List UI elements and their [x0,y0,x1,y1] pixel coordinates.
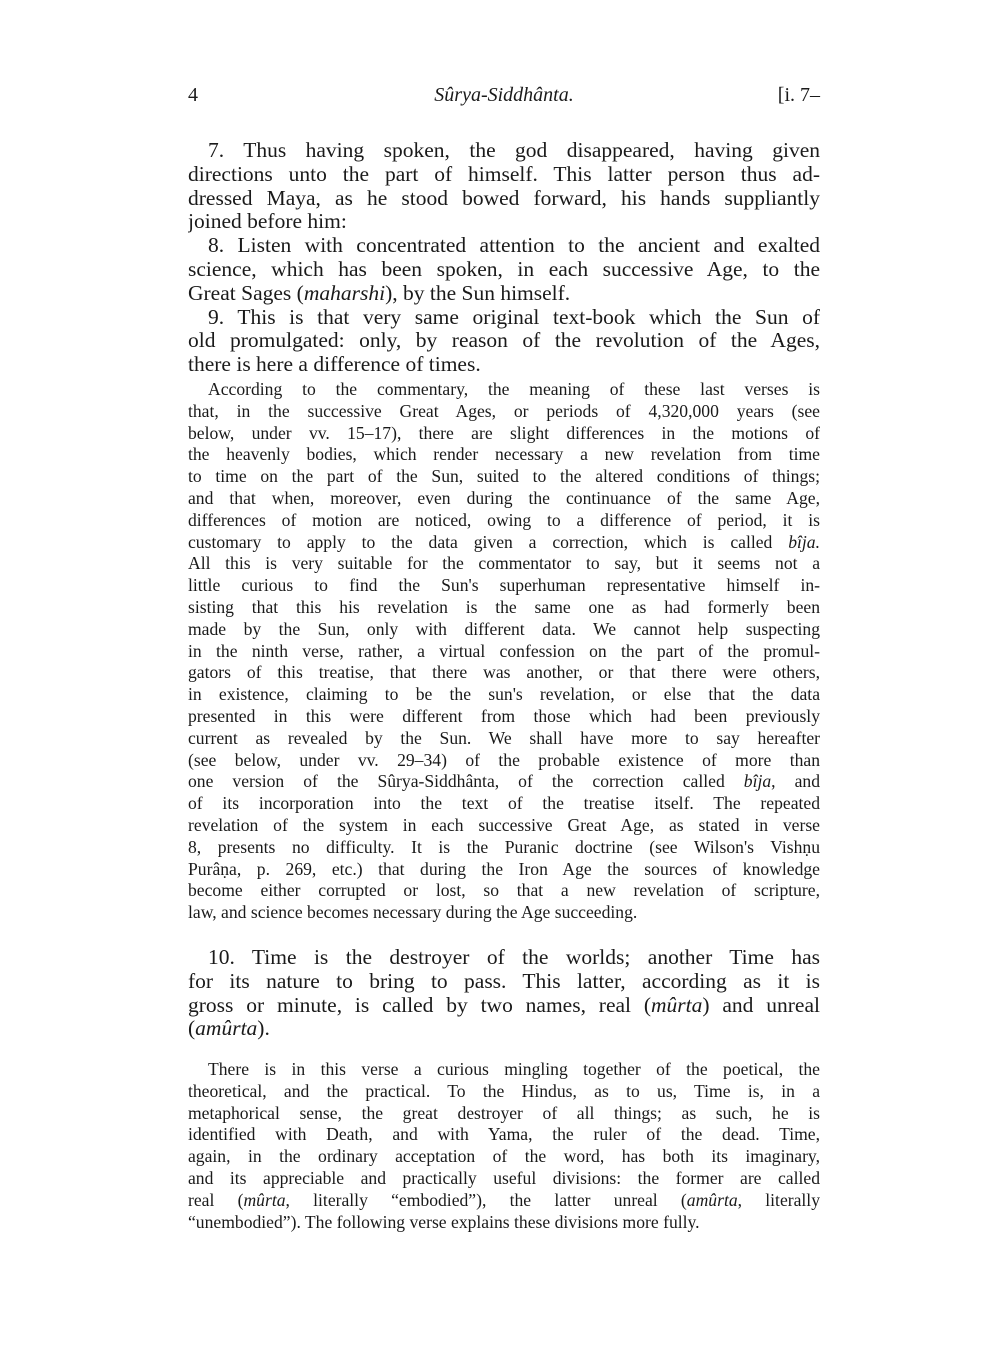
text-line [188,815,820,837]
text-line [188,619,820,641]
text-line [188,1190,820,1212]
text-run: gators of this treatise, that there was another, or that there were others, [188,662,820,683]
text-run: in existence, claiming to be the sun's revelation, or else that the data [188,684,820,705]
text-run: below, under vv. 15–17), there are slight differences in the motions of [188,422,820,443]
text-line [188,684,820,706]
text-line [188,662,820,684]
text-line [188,793,820,815]
text-run: 10. Time is the destroyer of the worlds; another Time has [208,946,820,969]
italic-term: mûrta [651,993,703,1017]
text-line [188,1124,820,1146]
italic-term: bîja [743,771,772,792]
text-run: , literally [737,1189,820,1210]
text-run: that, in the successive Great Ages, or periods of 4,320,000 years (see [188,400,820,421]
text-line [188,444,820,466]
text-run: 7. Thus having spoken, the god disappeared, having given [208,139,820,162]
text-run: made by the Sun, only with different data. We cannot help suspecting [188,618,820,639]
text-run: , literally “embodied”), the latter unreal ( [285,1189,687,1210]
text-run: All this is very suitable for the commentator to say, but it seems not a [188,553,820,574]
text-line [188,329,820,353]
section-reference: [i. 7– [777,84,820,106]
text-run: gross or minute, is called by two names, real ( [188,993,652,1017]
text-run: become either corrupted or lost, so that a new revelation of scripture, [188,880,820,901]
text-run: Purâṇa, p. 269, etc.) that during the Iron Age the sources of knowledge [188,858,820,879]
text-run: little curious to find the Sun's superhuman representative himself in- [188,575,820,596]
text-run: law, and science becomes necessary during the Age succeeding. [188,902,638,923]
text-line [188,728,820,750]
italic-term: bîja. [788,531,820,552]
text-run: Great Sages ( [188,281,304,305]
text-line [188,466,820,488]
text-run: the heavenly bodies, which render necessary a new revelation from time [188,444,820,465]
text-run: real ( [188,1189,244,1210]
verse-10 [188,946,820,1041]
text-run: ), by the Sun himself. [385,281,571,305]
text-run: differences of motion are noticed, owing to a difference of period, it is [188,509,820,530]
text-run: , and [771,771,820,792]
text-run: there is here a difference of times. [188,353,481,377]
text-run: for its nature to bring to pass. This latter, according as it is [188,969,820,993]
text-run: identified with Death, and with Yama, the ruler of the dead. Time, [188,1124,820,1145]
text-run: old promulgated: only, by reason of the revolution of the Ages, [188,329,820,353]
text-line [188,258,820,282]
commentary-verse-10 [188,1059,820,1233]
text-line [188,139,820,163]
text-run: theoretical, and the practical. To the Hindus, as to us, Time is, in a [188,1080,820,1101]
text-line [188,859,820,881]
text-run: ( [188,1017,196,1041]
text-run: revelation of the system in each successive Great Age, as stated in verse [188,814,820,835]
text-line [188,1103,820,1125]
running-header [188,84,820,112]
text-run: (see below, under vv. 29–34) of the probable existence of more than [188,749,820,770]
text-run: of its incorporation into the text of the treatise itself. The repeated [188,793,820,814]
text-run: current as revealed by the Sun. We shall have more to say hereafter [188,727,820,748]
text-run: ). [257,1017,270,1041]
text-run: 9. This is that very same original text-book which the Sun of [208,305,820,329]
text-line [188,641,820,663]
text-run: joined before him: [188,210,347,234]
text-line [188,306,820,330]
text-run: “unembodied”). The following verse explains these divisions more fully. [188,1211,700,1232]
text-line [188,163,820,187]
italic-term: amûrta [195,1017,258,1041]
text-line [188,970,820,994]
text-run: science, which has been spoken, in each successive Age, to the [188,257,820,281]
text-line [188,488,820,510]
text-line [188,553,820,575]
text-line [188,575,820,597]
text-run: and that when, moreover, even during the continuance of the same Age, [188,487,820,508]
text-run: directions unto the part of himself. This latter person thus ad- [188,162,820,186]
commentary-verses-7-9 [188,379,820,924]
text-line [188,510,820,532]
text-run: in the ninth verse, rather, a virtual confession on the part of the promul- [188,640,820,661]
running-title: Sûrya-Siddhânta. [434,84,574,106]
text-run: ) and unreal [702,993,820,1017]
text-line [188,423,820,445]
text-line [188,771,820,793]
text-line [188,994,820,1018]
text-run: and its appreciable and practically useful divisions: the former are called [188,1167,820,1188]
text-line [188,210,820,234]
text-line [188,902,820,924]
text-run: 8, presents no difficulty. It is the Puranic doctrine (see Wilson's Vishṇu [188,836,820,857]
text-line [188,706,820,728]
text-line [188,1146,820,1168]
text-line [188,750,820,772]
text-line [188,532,820,554]
text-line [188,282,820,306]
italic-term: amûrta [686,1189,738,1210]
text-run: again, in the ordinary acceptation of the word, has both its imaginary, [188,1146,820,1167]
text-run: one version of the Sûrya-Siddhânta, of the correction called [188,771,744,792]
text-line [188,1017,820,1041]
text-line [188,837,820,859]
text-run: According to the commentary, the meaning of these last verses is [208,379,820,399]
text-run: sisting that this his revelation is the same one as had formerly been [188,596,820,617]
text-line [188,597,820,619]
italic-term: mûrta [243,1189,286,1210]
text-line [188,1168,820,1190]
text-line [188,234,820,258]
text-line [188,1059,820,1081]
text-run: There is in this verse a curious mingling together of the poetical, the [208,1059,820,1079]
text-line [188,946,820,970]
text-run: customary to apply to the data given a correction, which is called [188,531,789,552]
text-line [188,187,820,211]
text-run: presented in this were different from those which had been previously [188,705,820,726]
text-line [188,880,820,902]
text-run: dressed Maya, as he stood bowed forward, his hands suppliantly [188,186,820,210]
text-run: metaphorical sense, the great destroyer of all things; as such, he is [188,1102,820,1123]
text-line [188,379,820,401]
text-line [188,401,820,423]
text-line [188,353,820,377]
text-run: to time on the part of the Sun, suited to the altered conditions of things; [188,466,820,487]
text-run: 8. Listen with concentrated attention to the ancient and exalted [208,234,820,258]
verses-7-9 [188,139,820,377]
text-line [188,1212,820,1234]
italic-term: maharshi [303,281,386,305]
text-line [188,1081,820,1103]
page-number: 4 [188,84,198,106]
